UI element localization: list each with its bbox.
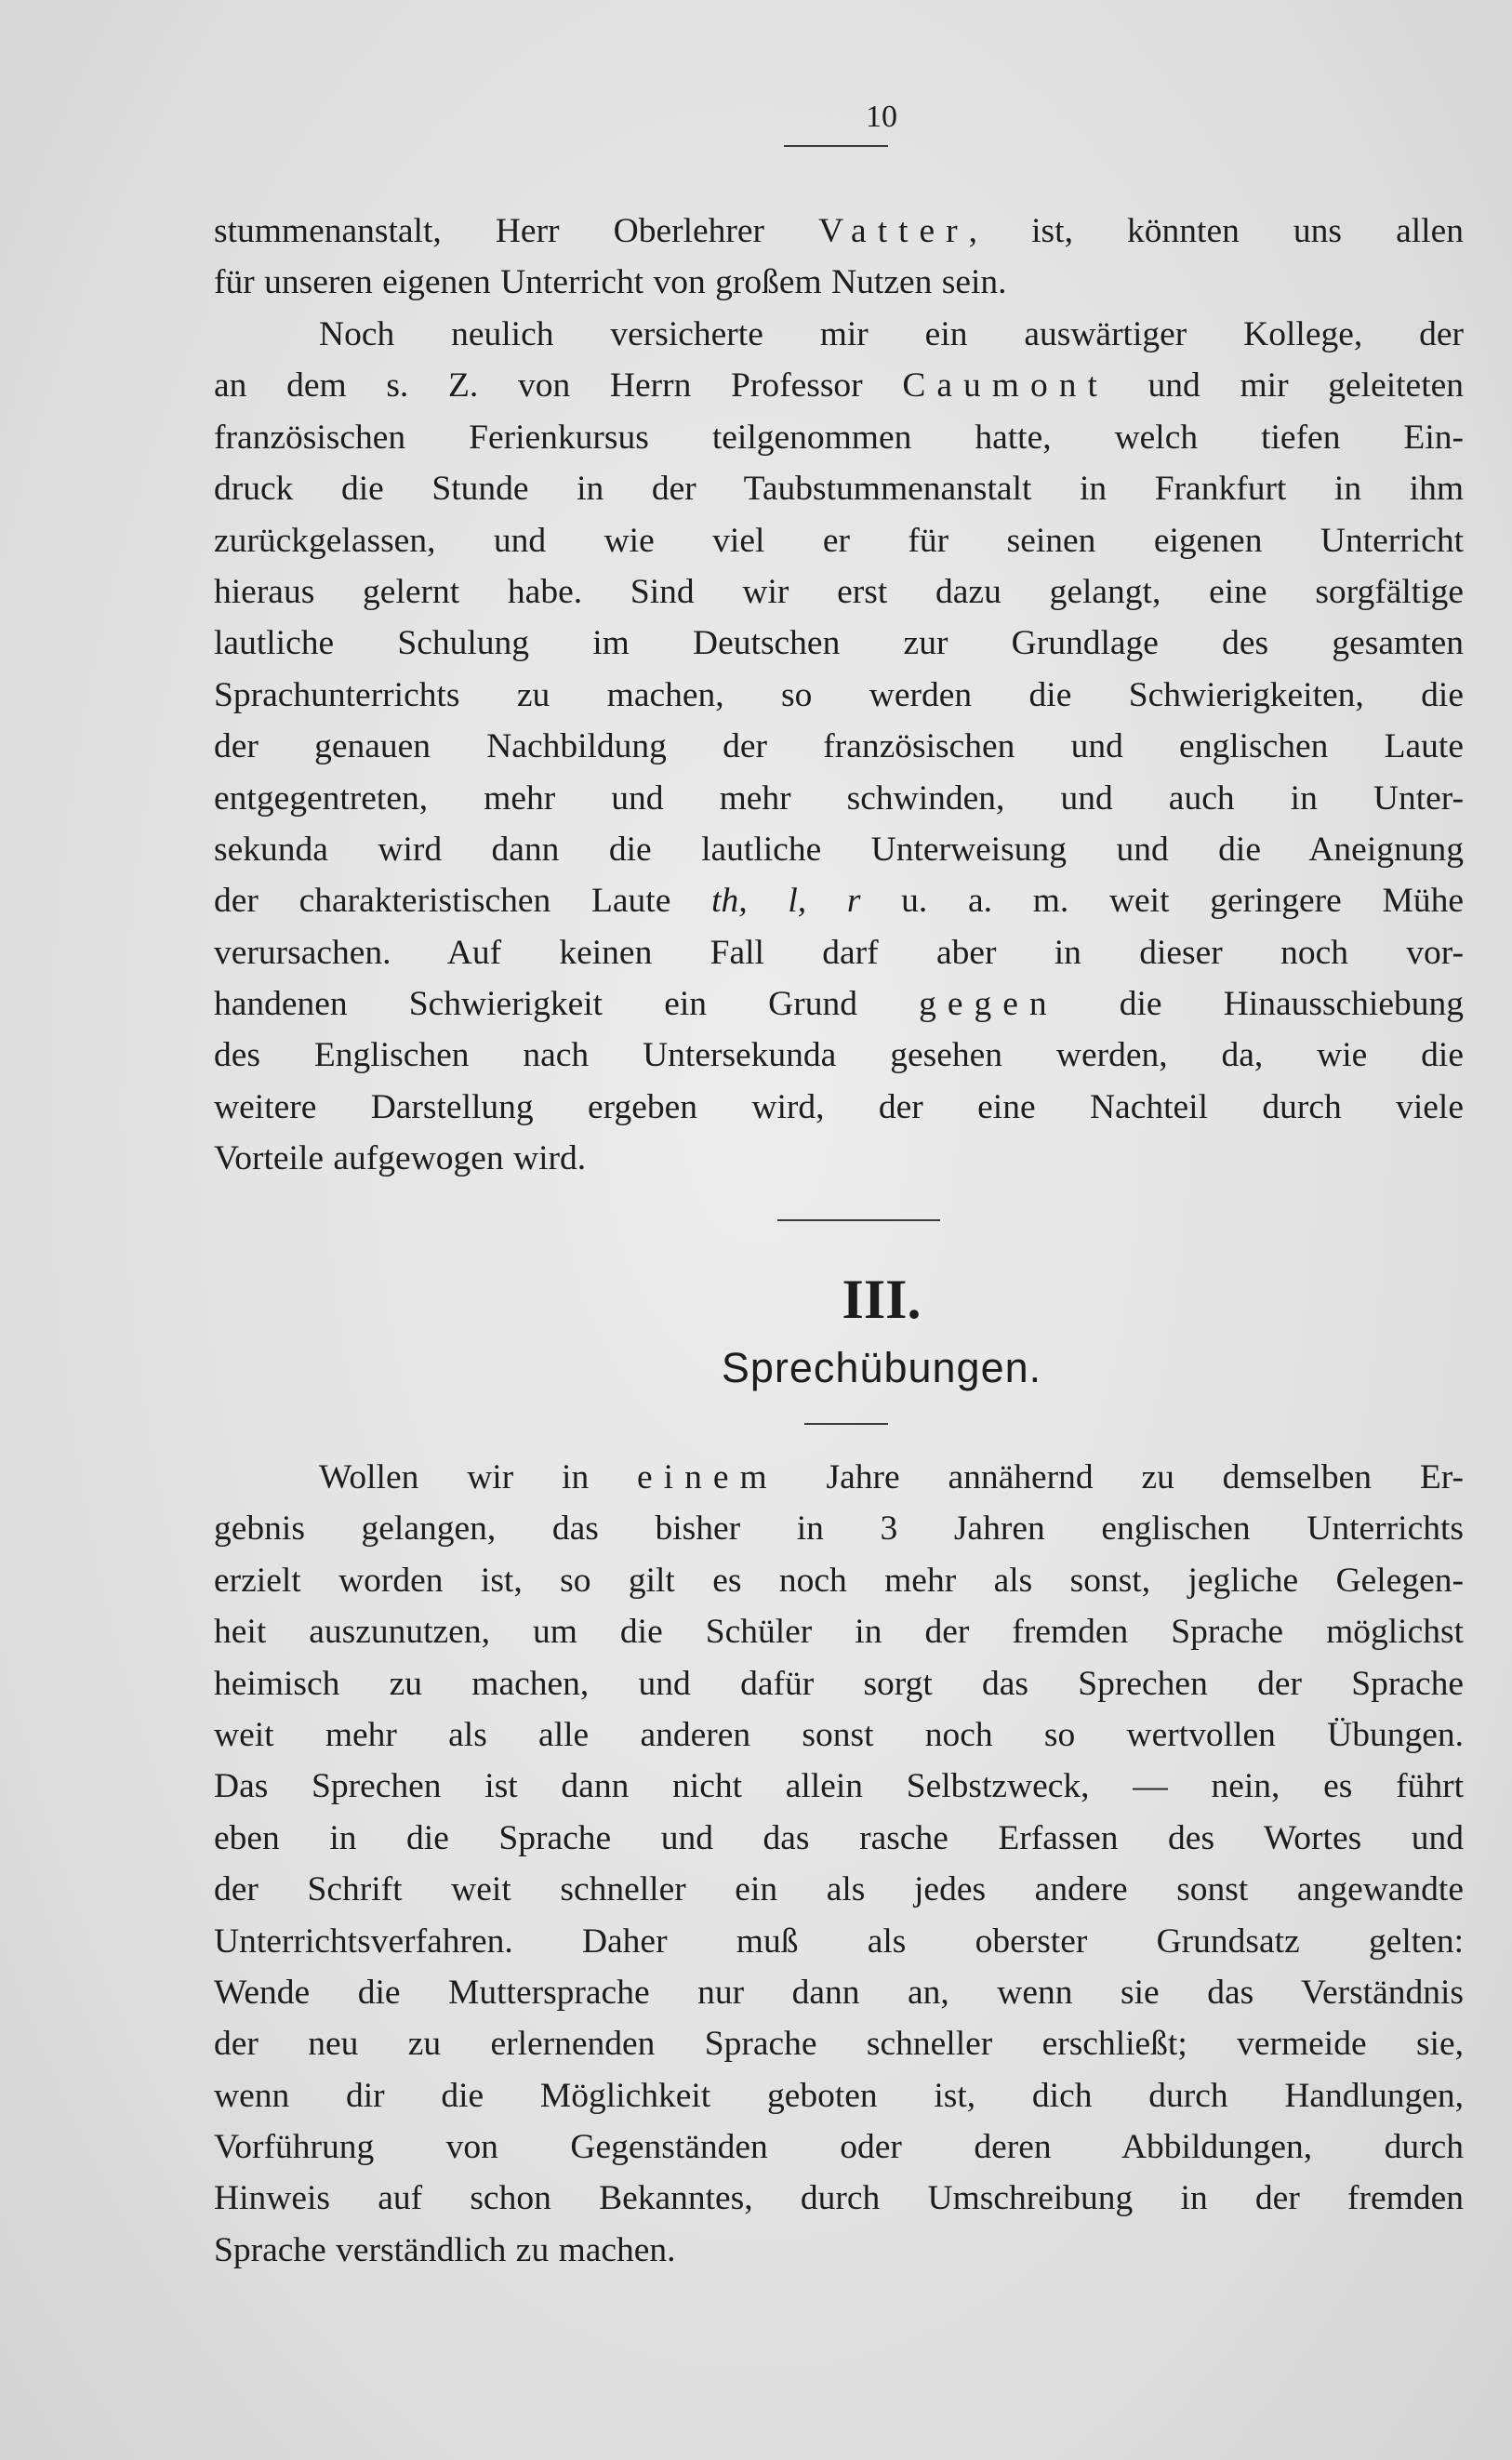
text-line — [214, 1967, 1464, 2018]
spaced-emphasis: gegen — [919, 985, 1058, 1024]
text-line — [214, 566, 1464, 618]
text-run: heit auszunutzen, um die Schüler in der fremden Sprache möglichst — [214, 1613, 1464, 1652]
text-run: Jahre annähernd zu demselben Er- — [777, 1458, 1465, 1496]
text-line — [214, 515, 1464, 566]
text-run: stummenanstalt, Herr Oberlehrer — [214, 212, 819, 250]
text-line — [214, 670, 1464, 721]
text-line — [214, 206, 1464, 257]
text-run: die Hinausschiebung — [1057, 985, 1464, 1024]
text-run: weit mehr als alle anderen sonst noch so wertvollen Übungen. — [214, 1715, 1464, 1754]
text-line — [214, 1709, 1464, 1761]
text-line — [214, 824, 1464, 875]
section-title: Sprechübungen. — [721, 1344, 1042, 1391]
text-line — [214, 257, 1464, 308]
text-run: Vorteile aufgewogen wird. — [214, 1139, 587, 1178]
text-line — [214, 1761, 1464, 1812]
text-line — [214, 1503, 1464, 1554]
spaced-emphasis: Vatter — [818, 212, 969, 250]
text-line — [214, 412, 1464, 463]
text-line — [214, 360, 1464, 411]
text-run: druck die Stunde in der Taubstummenanstalt in Frankfurt in ihm — [214, 470, 1464, 509]
page-number-rule — [784, 145, 888, 147]
text-run: der genauen Nachbildung der französischen und englischen Laute — [214, 727, 1464, 766]
paragraph-speaking-exercises — [214, 1452, 1464, 2276]
text-run: des Englischen nach Untersekunda gesehen werden, da, wie die — [214, 1036, 1464, 1075]
text-run: wenn dir die Möglichkeit geboten ist, dich durch Handlungen, — [214, 2076, 1464, 2115]
text-run: eben in die Sprache und das rasche Erfassen des Wortes und — [214, 1818, 1464, 1857]
text-run: lautliche Schulung im Deutschen zur Grundlage des gesamten — [214, 624, 1464, 663]
text-run: Hinweis auf schon Bekanntes, durch Umschreibung in der fremden — [214, 2179, 1464, 2218]
section-divider-rule — [777, 1219, 940, 1221]
text-run: entgegentreten, mehr und mehr schwinden, und auch in Unter- — [214, 778, 1464, 818]
text-run: zurückgelassen, und wie viel er für seinen eigenen Unterricht — [214, 521, 1464, 560]
text-line — [214, 1133, 1464, 1184]
italic-emphasis: th, l, r — [711, 882, 861, 921]
text-line — [214, 978, 1464, 1030]
text-run: Das Sprechen ist dann nicht allein Selbstzweck, — nein, es führt — [214, 1767, 1464, 1806]
text-line — [214, 618, 1464, 669]
text-run: erzielt worden ist, so gilt es noch mehr als sonst, jegliche Gelegen- — [214, 1561, 1464, 1600]
text-run: Sprachunterrichts zu machen, so werden die Schwierigkeiten, die — [214, 675, 1464, 714]
text-line — [214, 463, 1464, 514]
text-line — [214, 2173, 1464, 2224]
spaced-emphasis: einem — [637, 1458, 778, 1496]
text-line — [214, 1864, 1464, 1915]
text-run: Unterrichtsverfahren. Daher muß als oberster Grundsatz gelten: — [214, 1921, 1464, 1961]
text-line — [214, 1555, 1464, 1606]
section-title-rule — [804, 1423, 888, 1425]
text-run: für unseren eigenen Unterricht von großem Nutzen sein. — [214, 263, 1007, 302]
text-line — [214, 309, 1464, 360]
text-line — [214, 2225, 1464, 2276]
text-line — [214, 1606, 1464, 1657]
text-run: verursachen. Auf keinen Fall darf aber in dieser noch vor- — [214, 933, 1464, 972]
paragraph-colleague-report — [214, 309, 1464, 1185]
text-run: hieraus gelernt habe. Sind wir erst dazu gelangt, eine sorgfältige — [214, 572, 1464, 611]
text-line — [214, 927, 1464, 978]
text-line — [214, 1452, 1464, 1503]
text-line — [214, 721, 1464, 772]
text-run: Wollen wir in — [319, 1458, 638, 1496]
text-run: der charakteristischen Laute — [214, 882, 712, 921]
text-run: französischen Ferienkursus teilgenommen hatte, welch tiefen Ein- — [214, 418, 1464, 457]
text-run: handenen Schwierigkeit ein Grund — [214, 985, 920, 1024]
text-run: der neu zu erlernenden Sprache schneller erschließt; vermeide sie, — [214, 2025, 1464, 2064]
text-run: und mir geleiteten — [1107, 366, 1465, 406]
page-number: 10 — [866, 100, 897, 134]
text-line — [214, 1658, 1464, 1709]
text-run: an dem s. Z. von Herrn Professor — [214, 366, 903, 406]
text-line — [214, 2018, 1464, 2069]
text-run: Vorführung von Gegenständen oder deren Abbildungen, durch — [214, 2128, 1464, 2167]
text-run: Noch neulich versicherte mir ein auswärtiger Kollege, der — [319, 315, 1464, 353]
text-run: u. a. m. weit geringere Mühe — [860, 882, 1464, 921]
text-run: sekunda wird dann die lautliche Unterweisung und die Aneignung — [214, 830, 1464, 869]
text-line — [214, 2121, 1464, 2173]
text-run: Sprache verständlich zu machen. — [214, 2230, 676, 2269]
paragraph-continuation — [214, 206, 1464, 309]
text-line — [214, 1813, 1464, 1864]
text-line — [214, 773, 1464, 824]
text-line — [214, 2070, 1464, 2121]
text-run: heimisch zu machen, und dafür sorgt das Sprechen der Sprache — [214, 1664, 1464, 1703]
spaced-emphasis: Caumont — [902, 366, 1108, 406]
text-line — [214, 1916, 1464, 1967]
text-run: weitere Darstellung ergeben wird, der eine Nachteil durch viele — [214, 1087, 1464, 1126]
text-line — [214, 1030, 1464, 1081]
section-numeral: III. — [842, 1269, 922, 1330]
text-line — [214, 1082, 1464, 1133]
text-run: Wende die Muttersprache nur dann an, wenn sie das Verständnis — [214, 1973, 1464, 2012]
text-line — [214, 875, 1464, 926]
text-run: , ist, könnten uns allen — [968, 212, 1464, 250]
text-run: der Schrift weit schneller ein als jedes andere sonst angewandte — [214, 1870, 1464, 1909]
text-run: gebnis gelangen, das bisher in 3 Jahren englischen Unterrichts — [214, 1509, 1464, 1549]
